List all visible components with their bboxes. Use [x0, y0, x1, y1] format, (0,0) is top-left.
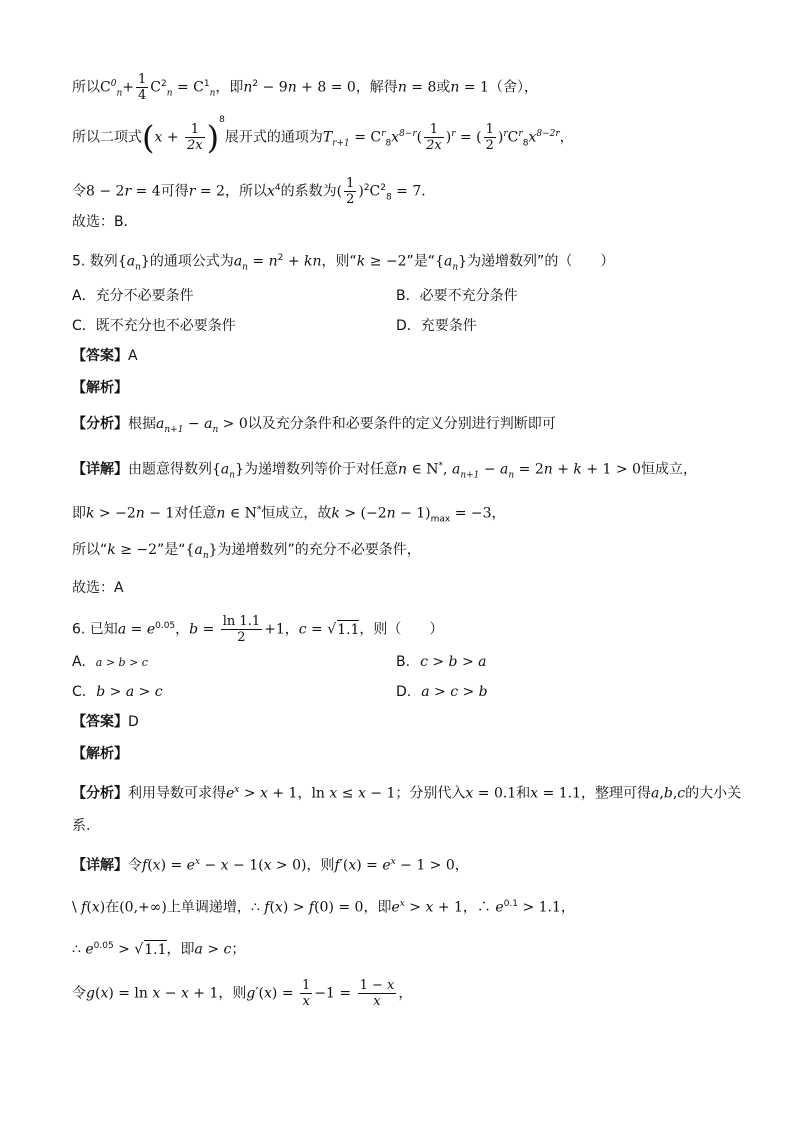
text: 所以“ [72, 542, 108, 558]
text: ，解得 [355, 79, 398, 96]
text: ，即 [215, 79, 244, 96]
q6-detail-1: 【详解】令$f(x) = e^x - x - 1(x > 0)$，则$f'(x) = e^x - 1 > 0$， [72, 857, 469, 874]
text: 以及充分条件和必要条件的定义分别进行判断即可 [247, 416, 556, 432]
q5-answer [72, 346, 138, 366]
fraction: $\frac{1 - x}{x}$ [359, 978, 395, 1009]
answer-value: D [128, 714, 139, 730]
fenxi-tag: 【分析】 [72, 785, 128, 802]
fenxi-tag: 【分析】 [72, 416, 128, 432]
detail-tag: 【详解】 [72, 461, 128, 478]
text: 为递增数列”的充分不必要条件， [217, 542, 421, 558]
answer-tag: 【答案】 [72, 714, 128, 730]
text: 恒成立，故 [261, 505, 332, 522]
text: ”是“ [157, 542, 186, 558]
q5-detail-4: 故选：A [72, 580, 124, 596]
fraction: $\frac{1}{2}$ [485, 122, 494, 153]
q6-stem: 6. 已知$a = e^{0.05}$，b = $\frac{\ln 1.1}{2}$ +1，c = √1.1，则（ ） [72, 614, 444, 645]
fraction: $\frac{1}{4}$ [137, 72, 147, 103]
q5-stem: 5. 数列$\{a_n\}$的通项公式为$a_n = n^2$ + kn，则“k ≥ −2”是“$\{a_n\}$为递增数列”的（ ） [72, 253, 615, 273]
text: 令 [128, 857, 142, 874]
text: 的大小关 [685, 785, 742, 802]
q6-detail-2: \ f(x)在(0,+∞)上单调递增，∴ f(x) > f(0) = 0，即$e^x > x + 1$，∴ $e^{0.1} > 1.1$， [72, 899, 575, 916]
text: ，所以 [224, 183, 267, 200]
line-general-term: 所以二项式(x + $\frac{1}{2x}$ )$^8$展开式的通项为$T_{r+1} = C^r_8x^{8-r}$( $\frac{1}{2x}$ )$^r$ = ( $\frac{1}{2}$ )$^rC^r_8x^{8-2r}$， [72, 114, 574, 157]
fraction: $\frac{1}{2x}$ [426, 122, 442, 153]
text: 令 [72, 183, 86, 200]
text: ，则 [218, 985, 247, 1002]
q5-analysis-tag [72, 378, 128, 398]
fraction: $\frac{1}{2}$ [346, 176, 355, 207]
text: ，则“ [321, 253, 357, 270]
text: ；分别代入 [395, 785, 466, 802]
q6-option-d: D. a > c > b [396, 684, 488, 700]
analysis-tag: 【解析】 [72, 746, 128, 762]
text: 所以 [72, 79, 100, 96]
fraction: $\frac{\ln 1.1}{2}$ [222, 614, 261, 645]
text: ，即 [363, 899, 392, 916]
option-label: A. [72, 654, 86, 670]
text: 的系数为 [280, 183, 337, 200]
q5-option-c: C．既不充分也不必要条件 [72, 318, 236, 334]
q6-option-a: A. a > b > c [72, 654, 148, 670]
detail-tag: 【详解】 [72, 857, 128, 874]
text: 根据 [128, 416, 156, 432]
text: ”是“ [406, 253, 436, 270]
line-coefficient: 令8 − 2r = 4可得r = 2，所以$x^4$的系数为( $\frac{1}{2}$ )$^2C^2_8 = 7$． [72, 176, 436, 207]
option-label: B. [396, 654, 411, 670]
q6-detail-3: ∴ $e^{0.05} > √1.1$，即a > c； [72, 941, 246, 958]
text: ，则（ ） [359, 621, 444, 638]
text: 的通项公式为 [149, 253, 234, 270]
text: 即 [72, 505, 86, 522]
text: 可得 [160, 183, 189, 200]
q6-option-c: C. b > a > c [72, 684, 163, 700]
text: 和 [516, 785, 531, 802]
q6-analysis-tag [72, 744, 128, 764]
text: 或 [436, 79, 451, 96]
text: 为递增数列等价于对任意 [244, 461, 398, 478]
text: 上单调递增， [166, 899, 251, 916]
answer-tag: 【答案】 [72, 348, 128, 364]
text: ，整理可得 [581, 785, 652, 802]
text: 展开式的通项为 [224, 129, 323, 146]
analysis-tag: 【解析】 [72, 380, 128, 396]
text: 由题意得数列 [128, 461, 212, 478]
q5-option-b: B．必要不充分条件 [396, 288, 518, 304]
q5-detail-3: 所以“k ≥ −2”是“$\{a_n\}$为递增数列”的充分不必要条件， [72, 542, 421, 561]
fraction: $\frac{1}{x}$ [302, 978, 311, 1009]
text: ，则 [306, 857, 335, 874]
text: ，即 [166, 941, 195, 958]
text: （舍）， [488, 79, 538, 96]
line-binomial-condition: 所以$C^0_n+$ $\frac{1}{4}$ $C^2_n = C^1_n$，即$n^2 - 9n + 8 = 0$，解得n = 8或n = 1（舍）， [72, 72, 538, 103]
text: 为递增数列”的（ ） [467, 253, 615, 270]
q5-detail-2: 即k > −2n − 1对任意n ∈ N*恒成立，故$k > (-2n - 1)_{max} = -3$， [72, 505, 506, 525]
answer-line: 故选：B． [72, 214, 138, 230]
q5-fenxi: 【分析】根据$a_{n+1} - a_n > 0$以及充分条件和必要条件的定义分别进行判断即可 [72, 416, 556, 435]
q6-option-b: B. c > b > a [396, 654, 487, 670]
text: 5. 数列 [72, 253, 118, 270]
q6-answer [72, 712, 139, 732]
text: 所以二项式 [72, 129, 142, 146]
q5-detail-1: 【详解】由题意得数列$\{a_n\}$为递增数列等价于对任意n ∈ N*, $a_{n+1} - a_n = 2n + k + 1 > 0$恒成立， [72, 461, 697, 481]
answer-value: A [128, 348, 138, 364]
q5-option-a: A．充分不必要条件 [72, 288, 194, 304]
q6-fenxi-cont: 系. [72, 818, 91, 834]
option-label: C. [72, 684, 87, 700]
text: 6. 已知 [72, 621, 118, 638]
text: 在 [105, 899, 120, 916]
q5-option-d: D．充要条件 [396, 318, 477, 334]
text: 对任意 [174, 505, 217, 522]
text: 令 [72, 985, 86, 1002]
q6-fenxi: 【分析】利用导数可求得$e^x > x + 1$，ln x ≤ x − 1；分别代入x = 0.1和x = 1.1，整理可得a,b,c的大小关 [72, 785, 742, 802]
fraction: $\frac{1}{2x}$ [187, 122, 203, 153]
text: 利用导数可求得 [128, 785, 226, 802]
text: 恒成立， [640, 461, 697, 478]
option-label: D. [396, 684, 412, 700]
q6-detail-4: 令g(x) = ln x − x + 1，则g′(x) = $\frac{1}{x}$ −1 = $\frac{1 - x}{x}$ ， [72, 978, 413, 1009]
